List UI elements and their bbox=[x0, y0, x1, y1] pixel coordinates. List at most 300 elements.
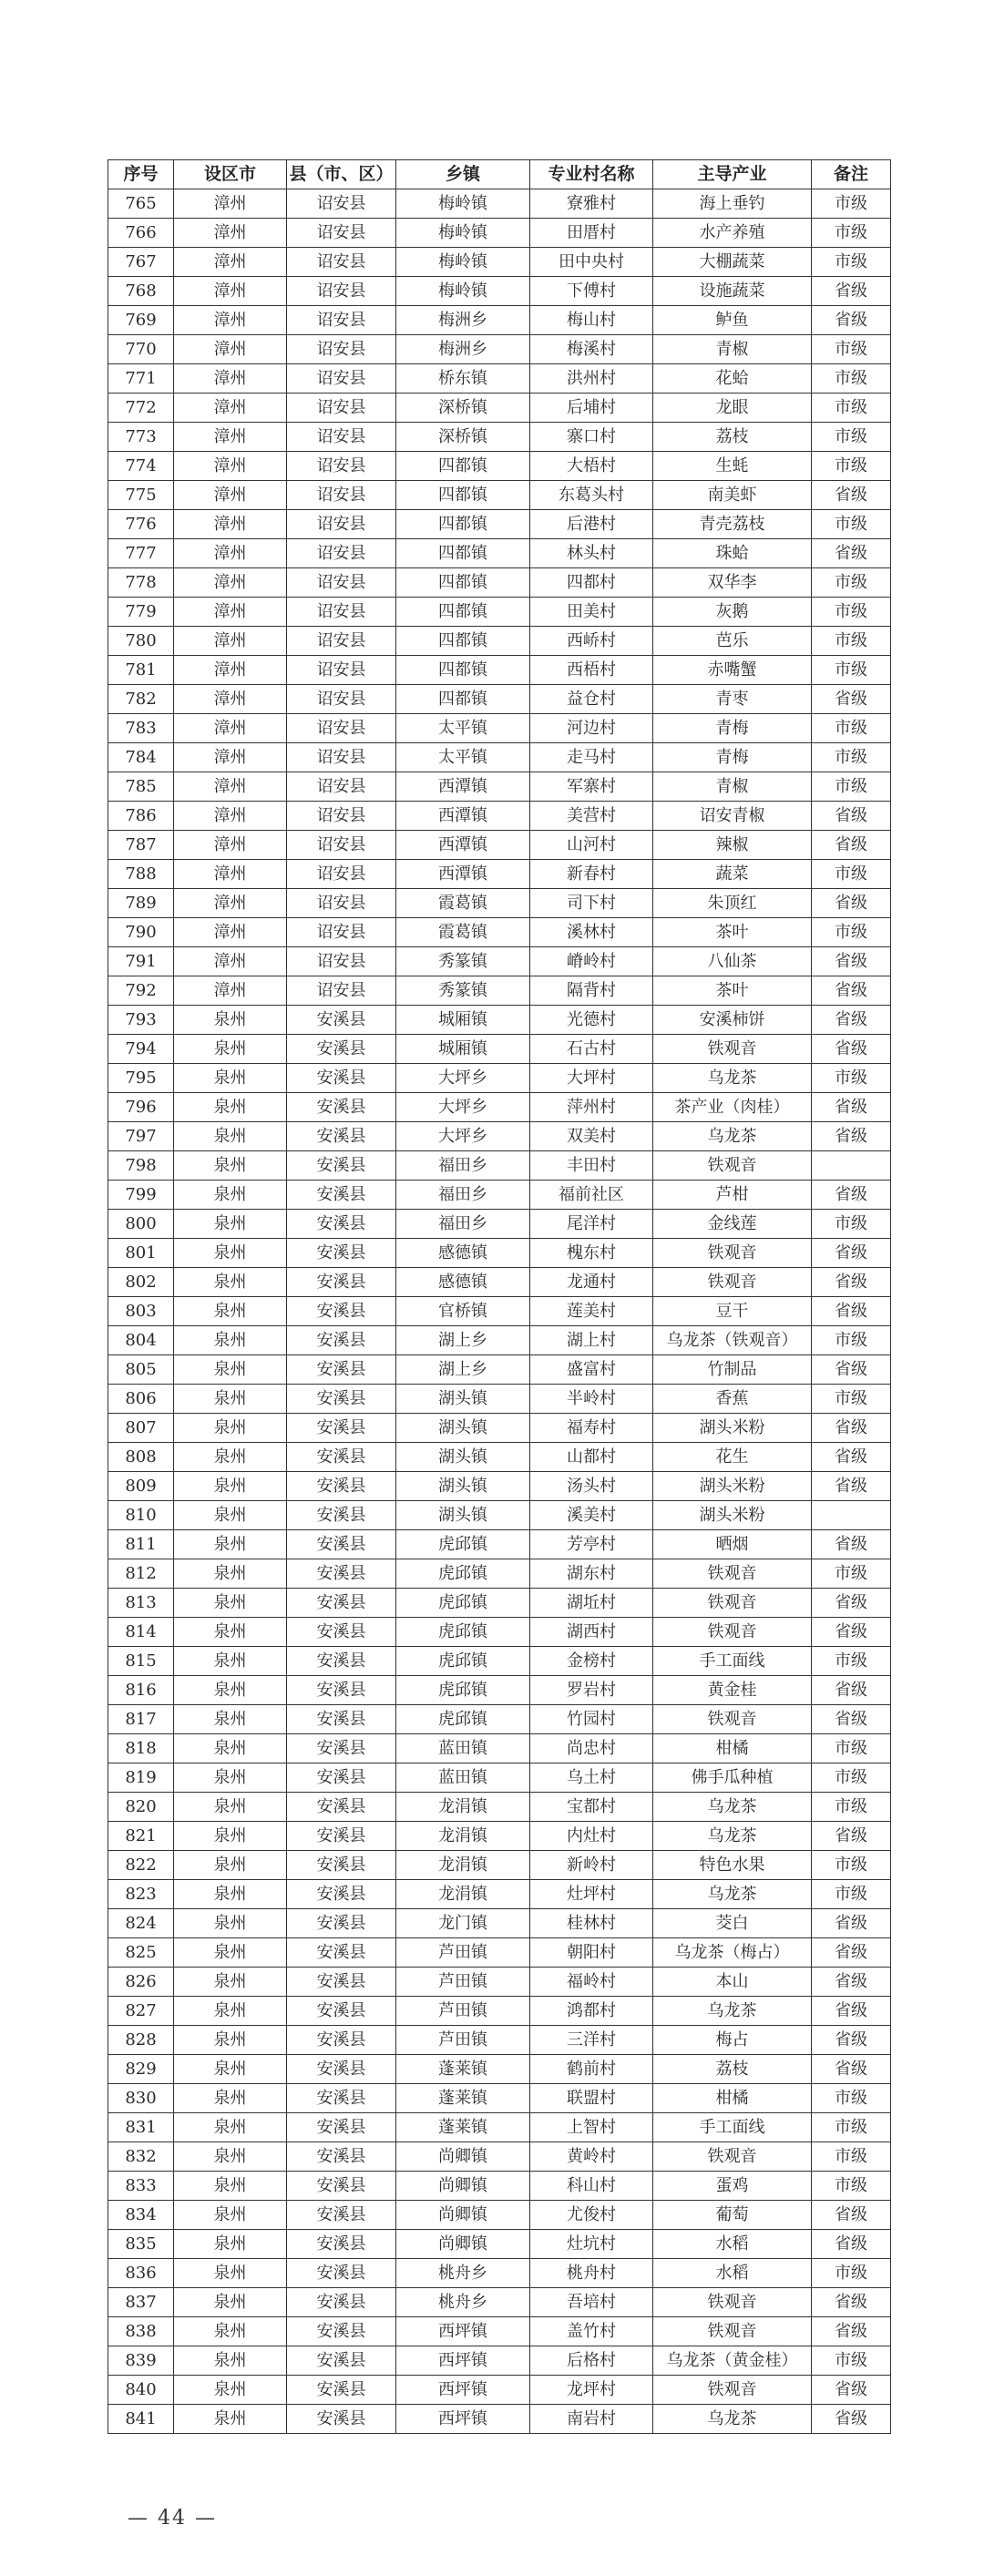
village-cell: 金榜村 bbox=[530, 1647, 653, 1676]
serial-cell: 835 bbox=[108, 2230, 174, 2259]
city-cell: 漳州 bbox=[174, 743, 287, 772]
city-cell: 泉州 bbox=[174, 2376, 287, 2405]
industry-cell: 柑橘 bbox=[653, 2084, 812, 2113]
township-cell: 虎邱镇 bbox=[396, 1559, 530, 1589]
township-cell: 桃舟乡 bbox=[396, 2259, 530, 2288]
village-cell: 梅溪村 bbox=[530, 335, 653, 364]
city-cell: 漳州 bbox=[174, 394, 287, 423]
industry-cell: 青枣 bbox=[653, 685, 812, 714]
serial-cell: 772 bbox=[108, 394, 174, 423]
city-cell: 泉州 bbox=[174, 1472, 287, 1501]
city-cell: 泉州 bbox=[174, 1414, 287, 1443]
city-cell: 漳州 bbox=[174, 802, 287, 831]
township-cell: 秀篆镇 bbox=[396, 976, 530, 1006]
county-cell: 安溪县 bbox=[287, 1909, 396, 1938]
industry-cell: 湖头米粉 bbox=[653, 1501, 812, 1530]
remark-cell: 省级 bbox=[812, 1909, 891, 1938]
serial-cell: 838 bbox=[108, 2317, 174, 2346]
industry-cell: 乌龙茶 bbox=[653, 1997, 812, 2026]
village-cell: 军寨村 bbox=[530, 772, 653, 802]
village-cell: 湖坵村 bbox=[530, 1589, 653, 1618]
village-cell: 盖竹村 bbox=[530, 2317, 653, 2346]
township-cell: 桃舟乡 bbox=[396, 2288, 530, 2317]
county-cell: 诏安县 bbox=[287, 335, 396, 364]
industry-cell: 铁观音 bbox=[653, 2376, 812, 2405]
village-cell: 光德村 bbox=[530, 1006, 653, 1035]
county-cell: 诏安县 bbox=[287, 860, 396, 889]
industry-cell: 铁观音 bbox=[653, 1151, 812, 1181]
remark-cell: 市级 bbox=[812, 364, 891, 394]
village-cell: 寨口村 bbox=[530, 423, 653, 452]
remark-cell: 市级 bbox=[812, 2084, 891, 2113]
village-cell: 新春村 bbox=[530, 860, 653, 889]
table-row bbox=[108, 947, 891, 976]
city-cell: 漳州 bbox=[174, 248, 287, 277]
county-cell: 诏安县 bbox=[287, 364, 396, 394]
industry-cell: 湖头米粉 bbox=[653, 1414, 812, 1443]
township-cell: 芦田镇 bbox=[396, 1997, 530, 2026]
township-cell: 霞葛镇 bbox=[396, 889, 530, 918]
city-cell: 泉州 bbox=[174, 1151, 287, 1181]
county-cell: 诏安县 bbox=[287, 277, 396, 306]
table-row bbox=[108, 1997, 891, 2026]
village-cell: 龙坪村 bbox=[530, 2376, 653, 2405]
city-cell: 泉州 bbox=[174, 1443, 287, 1472]
serial-cell: 787 bbox=[108, 831, 174, 860]
village-cell: 上智村 bbox=[530, 2113, 653, 2142]
table-row bbox=[108, 1822, 891, 1851]
township-cell: 深桥镇 bbox=[396, 394, 530, 423]
industry-cell: 八仙茶 bbox=[653, 947, 812, 976]
industry-cell: 青梅 bbox=[653, 714, 812, 743]
table-row bbox=[108, 1064, 891, 1093]
township-cell: 芦田镇 bbox=[396, 1968, 530, 1997]
serial-cell: 777 bbox=[108, 539, 174, 568]
county-cell: 安溪县 bbox=[287, 1501, 396, 1530]
remark-cell: 省级 bbox=[812, 831, 891, 860]
serial-cell: 796 bbox=[108, 1093, 174, 1122]
remark-cell: 市级 bbox=[812, 1851, 891, 1880]
village-cell: 田中央村 bbox=[530, 248, 653, 277]
city-cell: 漳州 bbox=[174, 976, 287, 1006]
serial-cell: 766 bbox=[108, 219, 174, 248]
table-row bbox=[108, 1909, 891, 1938]
remark-cell: 省级 bbox=[812, 2317, 891, 2346]
county-cell: 安溪县 bbox=[287, 1035, 396, 1064]
remark-cell: 省级 bbox=[812, 1822, 891, 1851]
industry-cell: 辣椒 bbox=[653, 831, 812, 860]
township-cell: 西潭镇 bbox=[396, 831, 530, 860]
industry-cell: 手工面线 bbox=[653, 1647, 812, 1676]
table-row bbox=[108, 1326, 891, 1355]
city-cell: 漳州 bbox=[174, 452, 287, 481]
city-cell: 漳州 bbox=[174, 539, 287, 568]
remark-cell: 省级 bbox=[812, 976, 891, 1006]
serial-cell: 774 bbox=[108, 452, 174, 481]
city-cell: 泉州 bbox=[174, 1181, 287, 1210]
serial-cell: 778 bbox=[108, 568, 174, 598]
township-cell: 西坪镇 bbox=[396, 2405, 530, 2434]
city-cell: 漳州 bbox=[174, 306, 287, 335]
serial-cell: 791 bbox=[108, 947, 174, 976]
village-cell: 福前社区 bbox=[530, 1181, 653, 1210]
table-row bbox=[108, 1705, 891, 1734]
village-cell: 龙通村 bbox=[530, 1268, 653, 1297]
village-cell: 芳亭村 bbox=[530, 1530, 653, 1559]
serial-cell: 770 bbox=[108, 335, 174, 364]
county-cell: 诏安县 bbox=[287, 481, 396, 510]
township-cell: 尚卿镇 bbox=[396, 2172, 530, 2201]
county-cell: 安溪县 bbox=[287, 2026, 396, 2055]
township-cell: 湖头镇 bbox=[396, 1501, 530, 1530]
remark-cell: 省级 bbox=[812, 2026, 891, 2055]
table-row bbox=[108, 1851, 891, 1880]
table-row bbox=[108, 2317, 891, 2346]
village-cell: 后格村 bbox=[530, 2346, 653, 2376]
county-cell: 诏安县 bbox=[287, 539, 396, 568]
table-row bbox=[108, 2288, 891, 2317]
remark-cell bbox=[812, 1151, 891, 1181]
industry-cell: 铁观音 bbox=[653, 2288, 812, 2317]
page-number: — 44 — bbox=[128, 2507, 217, 2530]
village-cell: 隔背村 bbox=[530, 976, 653, 1006]
industry-cell: 青椒 bbox=[653, 772, 812, 802]
industry-cell: 茶叶 bbox=[653, 976, 812, 1006]
village-cell: 莲美村 bbox=[530, 1297, 653, 1326]
county-cell: 安溪县 bbox=[287, 1326, 396, 1355]
table-row bbox=[108, 2201, 891, 2230]
village-cell: 大梧村 bbox=[530, 452, 653, 481]
county-cell: 安溪县 bbox=[287, 1385, 396, 1414]
industry-cell: 铁观音 bbox=[653, 1268, 812, 1297]
remark-cell: 省级 bbox=[812, 2405, 891, 2434]
serial-cell: 840 bbox=[108, 2376, 174, 2405]
table-row bbox=[108, 1210, 891, 1239]
township-cell: 龙涓镇 bbox=[396, 1822, 530, 1851]
serial-cell: 771 bbox=[108, 364, 174, 394]
township-cell: 太平镇 bbox=[396, 743, 530, 772]
table-row bbox=[108, 1618, 891, 1647]
county-cell: 安溪县 bbox=[287, 1006, 396, 1035]
remark-cell: 省级 bbox=[812, 1414, 891, 1443]
serial-cell: 836 bbox=[108, 2259, 174, 2288]
remark-cell: 省级 bbox=[812, 1968, 891, 1997]
serial-cell: 804 bbox=[108, 1326, 174, 1355]
county-cell: 安溪县 bbox=[287, 1793, 396, 1822]
serial-cell: 837 bbox=[108, 2288, 174, 2317]
city-cell: 泉州 bbox=[174, 1326, 287, 1355]
township-cell: 蓬莱镇 bbox=[396, 2055, 530, 2084]
city-cell: 泉州 bbox=[174, 1355, 287, 1385]
village-cell: 尚忠村 bbox=[530, 1734, 653, 1763]
county-cell: 诏安县 bbox=[287, 743, 396, 772]
remark-cell: 市级 bbox=[812, 189, 891, 219]
table-row bbox=[108, 1501, 891, 1530]
county-cell: 诏安县 bbox=[287, 802, 396, 831]
city-cell: 泉州 bbox=[174, 1734, 287, 1763]
remark-cell: 市级 bbox=[812, 1210, 891, 1239]
table-row bbox=[108, 2026, 891, 2055]
city-cell: 泉州 bbox=[174, 1006, 287, 1035]
county-cell: 安溪县 bbox=[287, 2317, 396, 2346]
table-row bbox=[108, 1734, 891, 1763]
remark-cell: 市级 bbox=[812, 2172, 891, 2201]
serial-cell: 805 bbox=[108, 1355, 174, 1385]
county-cell: 诏安县 bbox=[287, 947, 396, 976]
township-cell: 虎邱镇 bbox=[396, 1530, 530, 1559]
county-cell: 诏安县 bbox=[287, 510, 396, 539]
table-row bbox=[108, 714, 891, 743]
industry-cell: 花蛤 bbox=[653, 364, 812, 394]
township-cell: 四都镇 bbox=[396, 627, 530, 656]
township-cell: 虎邱镇 bbox=[396, 1589, 530, 1618]
remark-cell: 省级 bbox=[812, 1472, 891, 1501]
industry-cell: 乌龙茶（黄金桂） bbox=[653, 2346, 812, 2376]
industry-cell: 蔬菜 bbox=[653, 860, 812, 889]
county-cell: 安溪县 bbox=[287, 1122, 396, 1151]
village-cell: 美营村 bbox=[530, 802, 653, 831]
township-cell: 虎邱镇 bbox=[396, 1705, 530, 1734]
township-cell: 桥东镇 bbox=[396, 364, 530, 394]
county-cell: 安溪县 bbox=[287, 1880, 396, 1909]
industry-cell: 荔枝 bbox=[653, 2055, 812, 2084]
serial-cell: 803 bbox=[108, 1297, 174, 1326]
township-cell: 霞葛镇 bbox=[396, 918, 530, 947]
village-cell: 后埔村 bbox=[530, 394, 653, 423]
city-cell: 泉州 bbox=[174, 2346, 287, 2376]
table-row bbox=[108, 2055, 891, 2084]
serial-cell: 776 bbox=[108, 510, 174, 539]
county-cell: 安溪县 bbox=[287, 1647, 396, 1676]
table-row bbox=[108, 1968, 891, 1997]
serial-cell: 816 bbox=[108, 1676, 174, 1705]
table-row bbox=[108, 2230, 891, 2259]
remark-cell: 省级 bbox=[812, 539, 891, 568]
remark-cell: 省级 bbox=[812, 1589, 891, 1618]
county-cell: 诏安县 bbox=[287, 423, 396, 452]
remark-cell: 市级 bbox=[812, 2113, 891, 2142]
village-cell: 湖西村 bbox=[530, 1618, 653, 1647]
table-row bbox=[108, 364, 891, 394]
serial-cell: 801 bbox=[108, 1239, 174, 1268]
industry-cell: 朱顶红 bbox=[653, 889, 812, 918]
city-cell: 泉州 bbox=[174, 2201, 287, 2230]
village-cell: 西峤村 bbox=[530, 627, 653, 656]
remark-cell: 省级 bbox=[812, 1676, 891, 1705]
table-row bbox=[108, 2376, 891, 2405]
serial-cell: 798 bbox=[108, 1151, 174, 1181]
serial-cell: 814 bbox=[108, 1618, 174, 1647]
remark-cell: 市级 bbox=[812, 568, 891, 598]
county-cell: 安溪县 bbox=[287, 1822, 396, 1851]
remark-cell: 市级 bbox=[812, 1880, 891, 1909]
township-cell: 西潭镇 bbox=[396, 802, 530, 831]
serial-cell: 826 bbox=[108, 1968, 174, 1997]
remark-cell: 省级 bbox=[812, 1035, 891, 1064]
serial-cell: 789 bbox=[108, 889, 174, 918]
serial-cell: 841 bbox=[108, 2405, 174, 2434]
remark-cell bbox=[812, 1501, 891, 1530]
table-row bbox=[108, 1793, 891, 1822]
village-cell: 乌土村 bbox=[530, 1763, 653, 1793]
remark-cell: 市级 bbox=[812, 219, 891, 248]
township-cell: 城厢镇 bbox=[396, 1006, 530, 1035]
industry-cell: 晒烟 bbox=[653, 1530, 812, 1559]
serial-cell: 769 bbox=[108, 306, 174, 335]
county-cell: 安溪县 bbox=[287, 1763, 396, 1793]
city-cell: 漳州 bbox=[174, 627, 287, 656]
township-cell: 梅岭镇 bbox=[396, 277, 530, 306]
serial-cell: 806 bbox=[108, 1385, 174, 1414]
table-row bbox=[108, 2346, 891, 2376]
city-cell: 漳州 bbox=[174, 947, 287, 976]
city-cell: 泉州 bbox=[174, 1647, 287, 1676]
village-cell: 后港村 bbox=[530, 510, 653, 539]
township-cell: 梅岭镇 bbox=[396, 248, 530, 277]
serial-cell: 808 bbox=[108, 1443, 174, 1472]
serial-cell: 773 bbox=[108, 423, 174, 452]
industry-cell: 乌龙茶 bbox=[653, 1822, 812, 1851]
serial-cell: 831 bbox=[108, 2113, 174, 2142]
table-row bbox=[108, 539, 891, 568]
village-cell: 益仓村 bbox=[530, 685, 653, 714]
remark-cell: 市级 bbox=[812, 627, 891, 656]
serial-cell: 809 bbox=[108, 1472, 174, 1501]
village-cell: 嵴岭村 bbox=[530, 947, 653, 976]
township-cell: 福田乡 bbox=[396, 1151, 530, 1181]
city-cell: 泉州 bbox=[174, 2055, 287, 2084]
serial-cell: 823 bbox=[108, 1880, 174, 1909]
city-cell: 泉州 bbox=[174, 1938, 287, 1968]
industry-cell: 茶叶 bbox=[653, 918, 812, 947]
county-cell: 安溪县 bbox=[287, 2405, 396, 2434]
remark-cell: 省级 bbox=[812, 1268, 891, 1297]
township-cell: 太平镇 bbox=[396, 714, 530, 743]
serial-cell: 779 bbox=[108, 598, 174, 627]
table-row bbox=[108, 335, 891, 364]
city-cell: 漳州 bbox=[174, 189, 287, 219]
header-industry: 主导产业 bbox=[653, 160, 812, 189]
township-cell: 龙门镇 bbox=[396, 1909, 530, 1938]
table-row bbox=[108, 656, 891, 685]
county-cell: 安溪县 bbox=[287, 1355, 396, 1385]
table-row bbox=[108, 2259, 891, 2288]
township-cell: 秀篆镇 bbox=[396, 947, 530, 976]
remark-cell: 省级 bbox=[812, 481, 891, 510]
table-row bbox=[108, 1414, 891, 1443]
serial-cell: 781 bbox=[108, 656, 174, 685]
township-cell: 龙涓镇 bbox=[396, 1851, 530, 1880]
table-row bbox=[108, 772, 891, 802]
remark-cell: 市级 bbox=[812, 743, 891, 772]
county-cell: 诏安县 bbox=[287, 772, 396, 802]
county-cell: 诏安县 bbox=[287, 394, 396, 423]
serial-cell: 775 bbox=[108, 481, 174, 510]
township-cell: 蓝田镇 bbox=[396, 1763, 530, 1793]
serial-cell: 811 bbox=[108, 1530, 174, 1559]
industry-cell: 茭白 bbox=[653, 1909, 812, 1938]
industry-cell: 设施蔬菜 bbox=[653, 277, 812, 306]
township-cell: 蓬莱镇 bbox=[396, 2113, 530, 2142]
county-cell: 安溪县 bbox=[287, 1734, 396, 1763]
table-row bbox=[108, 1443, 891, 1472]
county-cell: 诏安县 bbox=[287, 889, 396, 918]
village-cell: 科山村 bbox=[530, 2172, 653, 2201]
industry-cell: 铁观音 bbox=[653, 2317, 812, 2346]
township-cell: 芦田镇 bbox=[396, 2026, 530, 2055]
serial-cell: 824 bbox=[108, 1909, 174, 1938]
table-row bbox=[108, 568, 891, 598]
industry-cell: 香蕉 bbox=[653, 1385, 812, 1414]
village-cell: 山河村 bbox=[530, 831, 653, 860]
header-county: 县（市、区） bbox=[287, 160, 396, 189]
remark-cell: 省级 bbox=[812, 2230, 891, 2259]
table-row bbox=[108, 306, 891, 335]
remark-cell: 市级 bbox=[812, 248, 891, 277]
table-row bbox=[108, 743, 891, 772]
remark-cell: 市级 bbox=[812, 510, 891, 539]
village-cell: 宝都村 bbox=[530, 1793, 653, 1822]
table-row bbox=[108, 1763, 891, 1793]
header-village: 专业村名称 bbox=[530, 160, 653, 189]
county-cell: 安溪县 bbox=[287, 2084, 396, 2113]
table-row bbox=[108, 2142, 891, 2172]
village-cell: 梅山村 bbox=[530, 306, 653, 335]
industry-cell: 铁观音 bbox=[653, 2142, 812, 2172]
remark-cell: 省级 bbox=[812, 1181, 891, 1210]
township-cell: 感德镇 bbox=[396, 1239, 530, 1268]
remark-cell: 市级 bbox=[812, 772, 891, 802]
serial-cell: 833 bbox=[108, 2172, 174, 2201]
remark-cell: 省级 bbox=[812, 1239, 891, 1268]
serial-cell: 829 bbox=[108, 2055, 174, 2084]
city-cell: 漳州 bbox=[174, 656, 287, 685]
industry-cell: 芦柑 bbox=[653, 1181, 812, 1210]
village-cell: 双美村 bbox=[530, 1122, 653, 1151]
serial-cell: 828 bbox=[108, 2026, 174, 2055]
county-cell: 安溪县 bbox=[287, 1268, 396, 1297]
village-cell: 汤头村 bbox=[530, 1472, 653, 1501]
village-cell: 黄岭村 bbox=[530, 2142, 653, 2172]
city-cell: 泉州 bbox=[174, 1501, 287, 1530]
table-row bbox=[108, 1035, 891, 1064]
city-cell: 泉州 bbox=[174, 1997, 287, 2026]
township-cell: 四都镇 bbox=[396, 539, 530, 568]
industry-cell: 水稻 bbox=[653, 2230, 812, 2259]
county-cell: 安溪县 bbox=[287, 1968, 396, 1997]
county-cell: 安溪县 bbox=[287, 1443, 396, 1472]
county-cell: 诏安县 bbox=[287, 831, 396, 860]
serial-cell: 794 bbox=[108, 1035, 174, 1064]
serial-cell: 819 bbox=[108, 1763, 174, 1793]
industry-cell: 鲈鱼 bbox=[653, 306, 812, 335]
village-cell: 走马村 bbox=[530, 743, 653, 772]
serial-cell: 793 bbox=[108, 1006, 174, 1035]
serial-cell: 785 bbox=[108, 772, 174, 802]
township-cell: 官桥镇 bbox=[396, 1297, 530, 1326]
table-row bbox=[108, 976, 891, 1006]
county-cell: 安溪县 bbox=[287, 2055, 396, 2084]
industry-cell: 青梅 bbox=[653, 743, 812, 772]
table-row bbox=[108, 1122, 891, 1151]
village-cell: 洪州村 bbox=[530, 364, 653, 394]
serial-cell: 780 bbox=[108, 627, 174, 656]
village-cell: 桃舟村 bbox=[530, 2259, 653, 2288]
county-cell: 安溪县 bbox=[287, 1530, 396, 1559]
township-cell: 西潭镇 bbox=[396, 772, 530, 802]
table-row bbox=[108, 1151, 891, 1181]
table-row bbox=[108, 2405, 891, 2434]
